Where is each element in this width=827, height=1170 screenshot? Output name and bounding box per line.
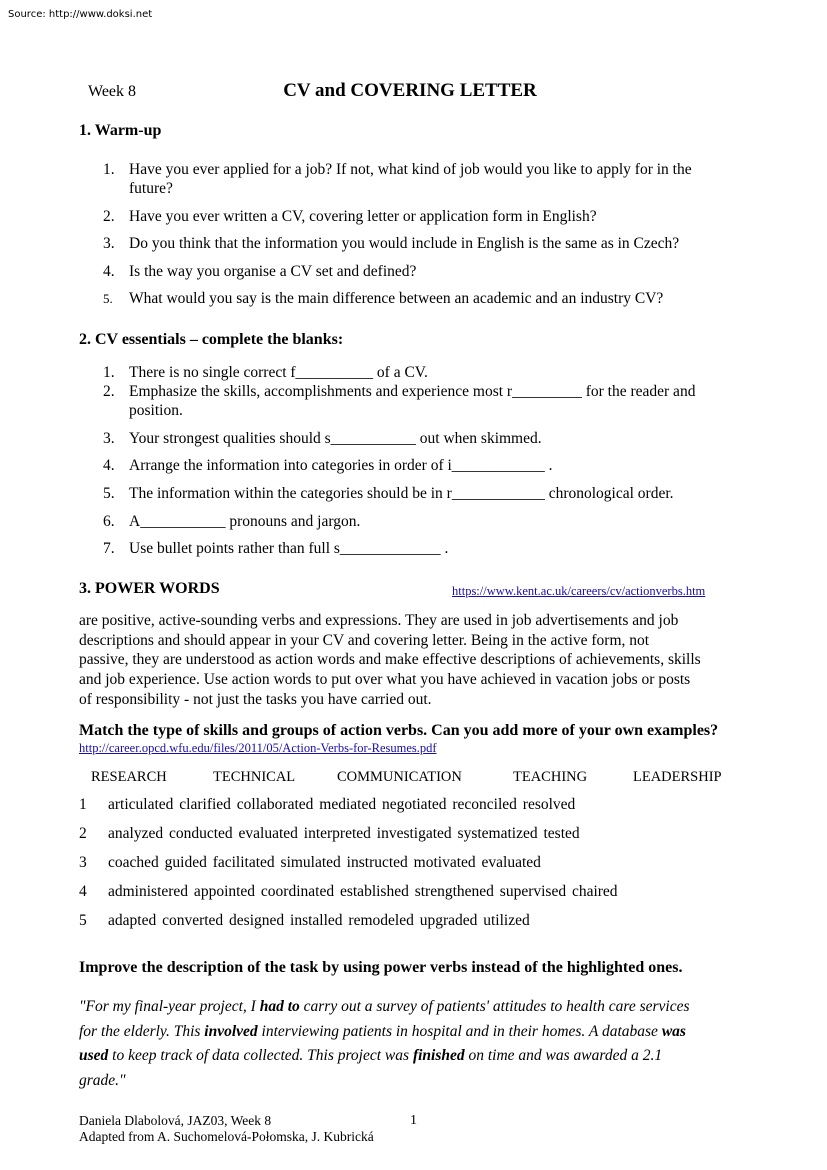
item-number: 4. <box>103 263 115 280</box>
row-verbs: administered appointed coordinated established strengthened supervised chaired <box>108 883 618 900</box>
item-text: What would you say is the main difference between an academic and an industry CV? <box>129 290 664 307</box>
item-number: 4. <box>103 457 115 474</box>
item-number: 1. <box>103 364 115 381</box>
category-leadership: LEADERSHIP <box>633 769 722 785</box>
power-words-heading: 3. POWER WORDS <box>79 580 220 597</box>
row-number: 1 <box>79 796 87 813</box>
warmup-heading: 1. Warm-up <box>79 122 162 139</box>
row-number: 2 <box>79 825 87 842</box>
category-research: RESEARCH <box>91 769 167 785</box>
item-text: Use bullet points rather than full s_____________ . <box>129 540 449 557</box>
essentials-heading: 2. CV essentials – complete the blanks: <box>79 331 344 348</box>
item-number: 5. <box>103 291 113 306</box>
item-text: Have you ever written a CV, covering letter or application form in English? <box>129 208 597 225</box>
item-text: Is the way you organise a CV set and defined? <box>129 263 417 280</box>
item-text: Do you think that the information you would include in English is the same as in Czech? <box>129 235 680 252</box>
item-text: Emphasize the skills, accomplishments and experience most r_________ for the reader and position. <box>129 383 696 419</box>
item-text: The information within the categories should be in r____________ chronological order. <box>129 485 674 502</box>
week-label: Week 8 <box>88 83 137 100</box>
page-title: CV and COVERING LETTER <box>283 80 537 101</box>
item-number: 3. <box>103 235 115 252</box>
row-number: 3 <box>79 854 87 871</box>
row-verbs: adapted converted designed installed remodeled upgraded utilized <box>108 912 530 929</box>
item-number: 5. <box>103 485 115 502</box>
row-number: 4 <box>79 883 87 900</box>
row-verbs: articulated clarified collaborated mediated negotiated reconciled resolved <box>108 796 576 813</box>
item-number: 1. <box>103 161 115 178</box>
category-technical: TECHNICAL <box>213 769 296 785</box>
page-number: 1 <box>410 1113 417 1128</box>
item-number: 6. <box>103 513 115 530</box>
item-text: There is no single correct f__________ of a CV. <box>129 364 428 381</box>
item-text: Have you ever applied for a job? If not, what kind of job would you like to apply for in the future? <box>129 161 692 197</box>
example-quote: "For my final-year project, I had to carry out a survey of patients' attitudes to health care services for the elderly. This involved interviewing patients in hospital and in their homes. A database was used to keep track of data collected. This project was finished on time and was awarded a 2.1 grade." <box>79 998 690 1089</box>
improve-heading: Improve the description of the task by using power verbs instead of the highlighted ones. <box>79 959 683 976</box>
item-text: A___________ pronouns and jargon. <box>129 513 361 530</box>
power-words-link[interactable]: https://www.kent.ac.uk/careers/cv/actionverbs.htm <box>452 584 706 598</box>
action-verbs-link[interactable]: http://career.opcd.wfu.edu/files/2011/05/Action-Verbs-for-Resumes.pdf <box>79 741 437 755</box>
item-number: 2. <box>103 208 115 225</box>
match-heading: Match the type of skills and groups of action verbs. Can you add more of your own examples? <box>79 722 719 739</box>
row-verbs: analyzed conducted evaluated interpreted investigated systematized tested <box>108 825 580 842</box>
item-number: 3. <box>103 430 115 447</box>
category-communication: COMMUNICATION <box>337 769 462 785</box>
power-words-paragraph: are positive, active-sounding verbs and expressions. They are used in job advertisements and job descriptions and should appear in your CV and covering letter. Being in the active form, not passive, they are understood as action words and make effective descriptions of achievements, skills and job experience. Use action words to put over what you have achieved in vacation jobs or posts of responsibility - not just the tasks you have carried out. <box>79 612 701 708</box>
footer-credits: Daniela Dlabolová, JAZ03, Week 8 Adapted from A. Suchomelová-Połomska, J. Kubrická <box>79 1113 374 1144</box>
item-text: Arrange the information into categories in order of i____________ . <box>129 457 553 474</box>
source-url: Source: http://www.doksi.net <box>8 9 153 20</box>
row-number: 5 <box>79 912 87 929</box>
category-teaching: TEACHING <box>513 769 588 785</box>
item-number: 2. <box>103 383 115 400</box>
item-number: 7. <box>103 540 115 557</box>
row-verbs: coached guided facilitated simulated instructed motivated evaluated <box>108 854 541 871</box>
item-text: Your strongest qualities should s___________ out when skimmed. <box>129 430 542 447</box>
